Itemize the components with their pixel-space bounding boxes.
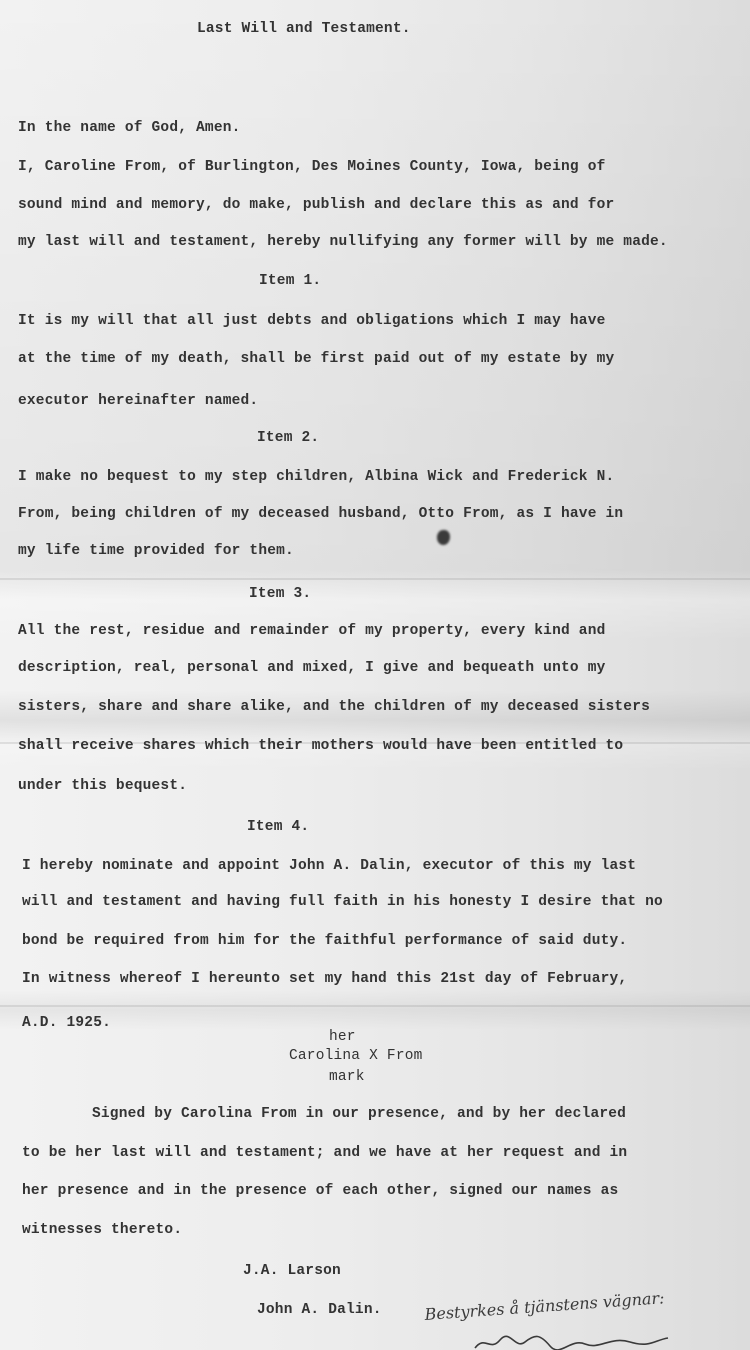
intro-line: my last will and testament, hereby nullifying any former will by me made. — [18, 234, 668, 250]
item-line: bond be required from him for the faithful performance of said duty. — [22, 933, 628, 949]
item-line: sisters, share and share alike, and the children of my deceased sisters — [18, 699, 651, 715]
signature-her: her — [329, 1029, 356, 1045]
item-line: In witness whereof I hereunto set my hand this 21st day of February, — [22, 971, 628, 987]
item-line: my life time provided for them. — [18, 543, 294, 559]
item-line: shall receive shares which their mothers would have been entitled to — [18, 738, 624, 754]
item-line: description, real, personal and mixed, I give and bequeath unto my — [18, 660, 606, 676]
attestation-line: to be her last will and testament; and we have at her request and in — [22, 1145, 628, 1161]
ink-blot — [437, 530, 450, 545]
attestation-line: Signed by Carolina From in our presence, and by her declared — [92, 1106, 627, 1122]
item-line: All the rest, residue and remainder of my property, every kind and — [18, 623, 606, 639]
signature-mark: mark — [329, 1069, 365, 1085]
item-line: I make no bequest to my step children, Albina Wick and Frederick N. — [18, 469, 615, 485]
paper-crease — [0, 1005, 750, 1007]
item-heading: Item 2. — [257, 430, 320, 446]
item-line: will and testament and having full faith in his honesty I desire that no — [22, 894, 663, 910]
intro-line: I, Caroline From, of Burlington, Des Moines County, Iowa, being of — [18, 159, 606, 175]
item-line: It is my will that all just debts and obligations which I may have — [18, 313, 606, 329]
item-line: at the time of my death, shall be first paid out of my estate by my — [18, 351, 615, 367]
attestation-line: witnesses thereto. — [22, 1222, 183, 1238]
item-line: From, being children of my deceased husband, Otto From, as I have in — [18, 506, 624, 522]
item-heading: Item 4. — [247, 819, 310, 835]
witness-name: John A. Dalin. — [257, 1302, 382, 1318]
item-heading: Item 3. — [249, 586, 312, 602]
intro-line: sound mind and memory, do make, publish and declare this as and for — [18, 197, 615, 213]
attestation-line: her presence and in the presence of each other, signed our names as — [22, 1183, 619, 1199]
witness-name: J.A. Larson — [243, 1263, 341, 1279]
signature-name: Carolina X From — [289, 1048, 423, 1064]
item-line: under this bequest. — [18, 778, 188, 794]
document-title: Last Will and Testament. — [197, 21, 411, 37]
item-line: executor hereinafter named. — [18, 393, 259, 409]
handwritten-note: Bestyrkes å tjänstens vägnar: — [424, 1288, 666, 1324]
paper-crease — [0, 578, 750, 580]
item-line: I hereby nominate and appoint John A. Dalin, executor of this my last — [22, 858, 637, 874]
invocation-line: In the name of God, Amen. — [18, 120, 241, 136]
item-line: A.D. 1925. — [22, 1015, 112, 1031]
handwritten-signature — [470, 1330, 670, 1350]
item-heading: Item 1. — [259, 273, 322, 289]
